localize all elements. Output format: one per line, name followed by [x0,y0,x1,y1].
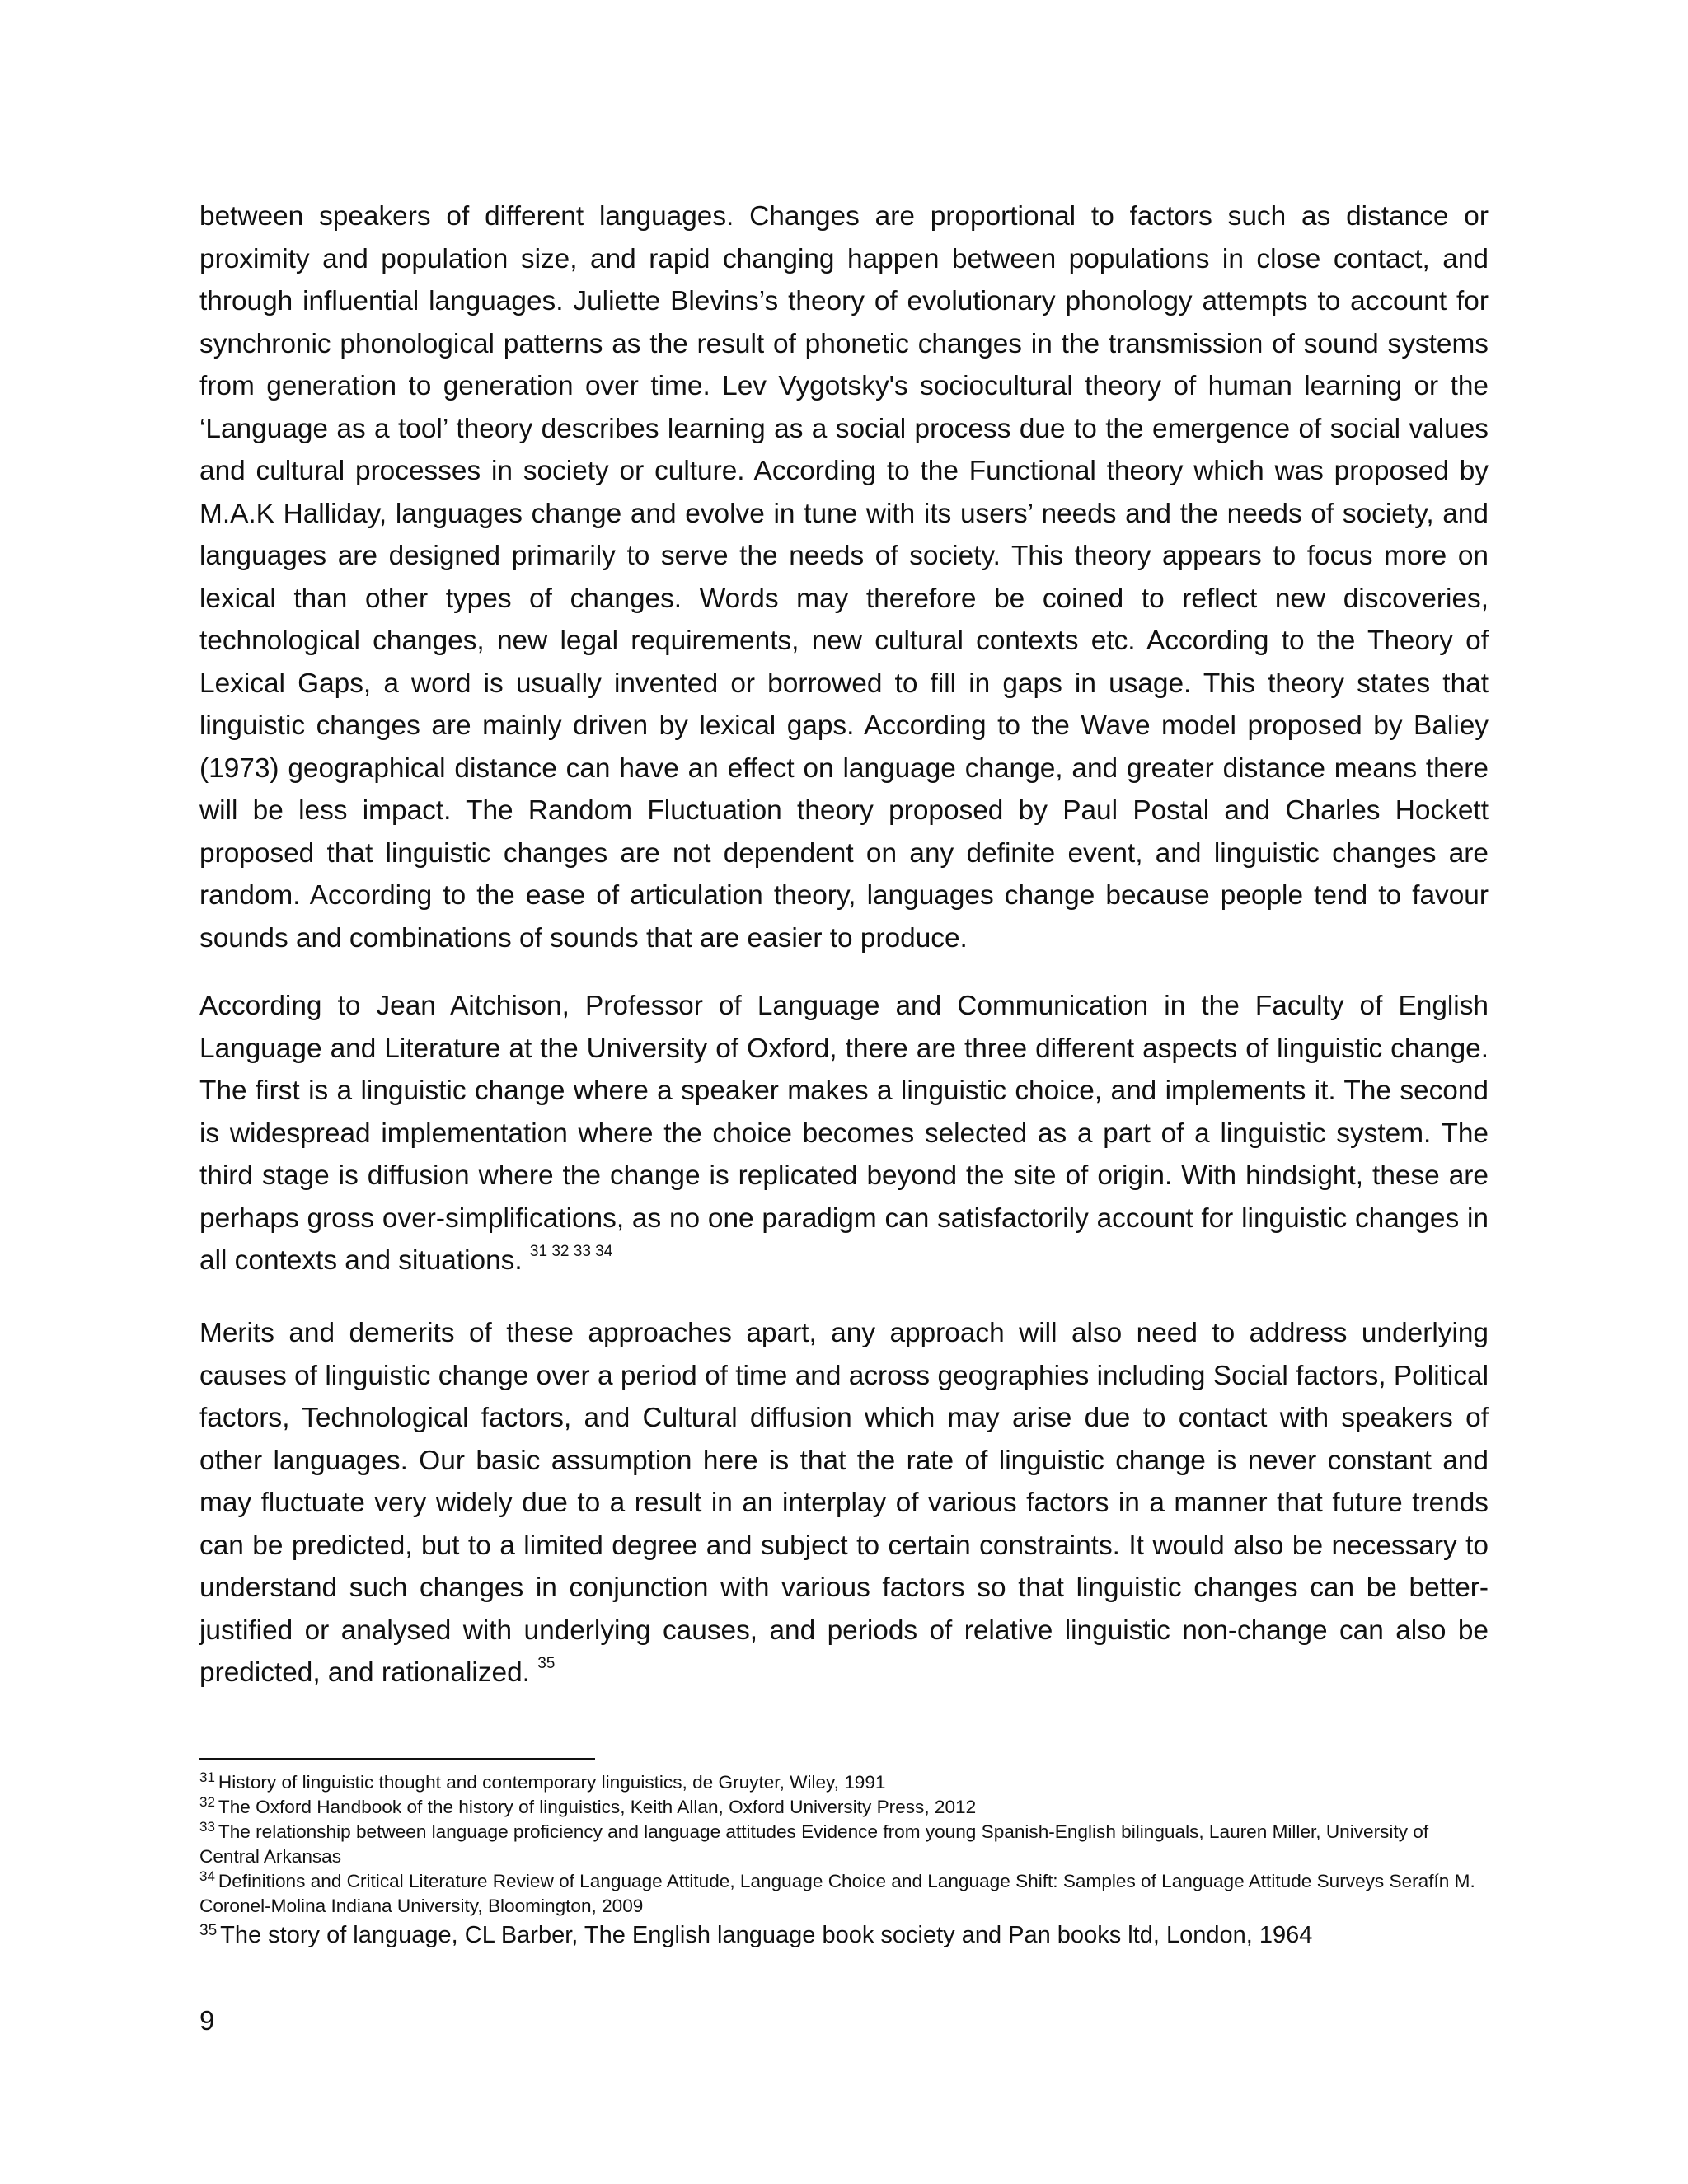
footnote-number: 33 [199,1819,215,1835]
footnote-number: 35 [199,1922,218,1940]
footnote-text: The Oxford Handbook of the history of linguistics, Keith Allan, Oxford University Press, 2012 [218,1797,977,1817]
footnote-number: 31 [199,1769,215,1786]
footnote-text: Definitions and Critical Literature Review of Language Attitude, Language Choice and Language Shift: Samples of Language Attitude Surveys Serafín M. Coronel-Molina Indiana University, Bloomington, 2009 [199,1871,1475,1916]
body-paragraph-2 [199,985,1489,1282]
footnote-35 [199,1920,1489,1950]
footnote-reference-35[interactable]: 35 [537,1654,556,1672]
footnote-32 [199,1795,1489,1820]
footnote-34 [199,1869,1489,1919]
footnote-number: 34 [199,1868,215,1885]
page-number: 9 [199,2005,215,2036]
footnotes-section [199,1770,1489,1950]
paragraph-1-text: between speakers of different languages. Changes are proportional to factors such as distance or proximity and population size, and rapid changing happen between populations in close contact, and through influential languages. Juliette Blevins’s theory of evolutionary phonology attempts to account for synchronic phonological patterns as the result of phonetic changes in the transmission of sound systems from generation to generation over time. Lev Vygotsky's sociocultural theory of human learning or the ‘Language as a tool’ theory describes learning as a social process due to the emergence of social values and cultural processes in society or culture. According to the Functional theory which was proposed by M.A.K Halliday, languages change and evolve in tune with its users’ needs and the needs of society, and languages are designed primarily to serve the needs of society. This theory appears to focus more on lexical than other types of changes. Words may therefore be coined to reflect new discoveries, technological changes, new legal requirements, new cultural contexts etc. According to the Theory of Lexical Gaps, a word is usually invented or borrowed to fill in gaps in usage. This theory states that linguistic changes are mainly driven by lexical gaps. According to the Wave model proposed by Baliey (1973) geographical distance can have an effect on language change, and greater distance means there will be less impact. The Random Fluctuation theory proposed by Paul Postal and Charles Hockett proposed that linguistic changes are not dependent on any definite event, and linguistic changes are random. According to the ease of articulation theory, languages change because people tend to favour sounds and combinations of sounds that are easier to produce. [199,201,1489,954]
footnote-31 [199,1770,1489,1795]
body-paragraph-1 [199,195,1489,959]
footnote-text: History of linguistic thought and contemporary linguistics, de Gruyter, Wiley, 1991 [218,1772,886,1793]
footnote-separator [199,1758,595,1760]
footnote-references-31-34[interactable]: 31 32 33 34 [529,1242,613,1260]
footnote-text: The story of language, CL Barber, The English language book society and Pan books ltd, London, 1964 [220,1922,1313,1948]
paragraph-3-text: Merits and demerits of these approaches apart, any approach will also need to address underlying causes of linguistic change over a period of time and across geographies including Social factors, Political factors, Technological factors, and Cultural diffusion which may arise due to contact with speakers of other languages. Our basic assumption here is that the rate of linguistic change is never constant and may fluctuate very widely due to a result in an interplay of various factors in a manner that future trends can be predicted, but to a limited degree and subject to certain constraints. It would also be necessary to understand such changes in conjunction with various factors so that linguistic changes can be better-justified or analysed with underlying causes, and periods of relative linguistic non-change can also be predicted, and rationalized. [199,1318,1489,1688]
paragraph-2-text: According to Jean Aitchison, Professor of Language and Communication in the Faculty of English Language and Literature at the University of Oxford, there are three different aspects of linguistic change. The first is a linguistic change where a speaker makes a linguistic choice, and implements it. The second is widespread implementation where the choice becomes selected as a part of a linguistic system. The third stage is diffusion where the change is replicated beyond the site of origin. With hindsight, these are perhaps gross over-simplifications, as no one paradigm can satisfactorily account for linguistic changes in all contexts and situations. [199,991,1489,1276]
footnote-text: The relationship between language proficiency and language attitudes Evidence from young Spanish-English bilinguals, Lauren Miller, University of Central Arkansas [199,1821,1429,1867]
footnote-33 [199,1820,1489,1869]
footnote-number: 32 [199,1794,215,1811]
body-paragraph-3 [199,1312,1489,1694]
